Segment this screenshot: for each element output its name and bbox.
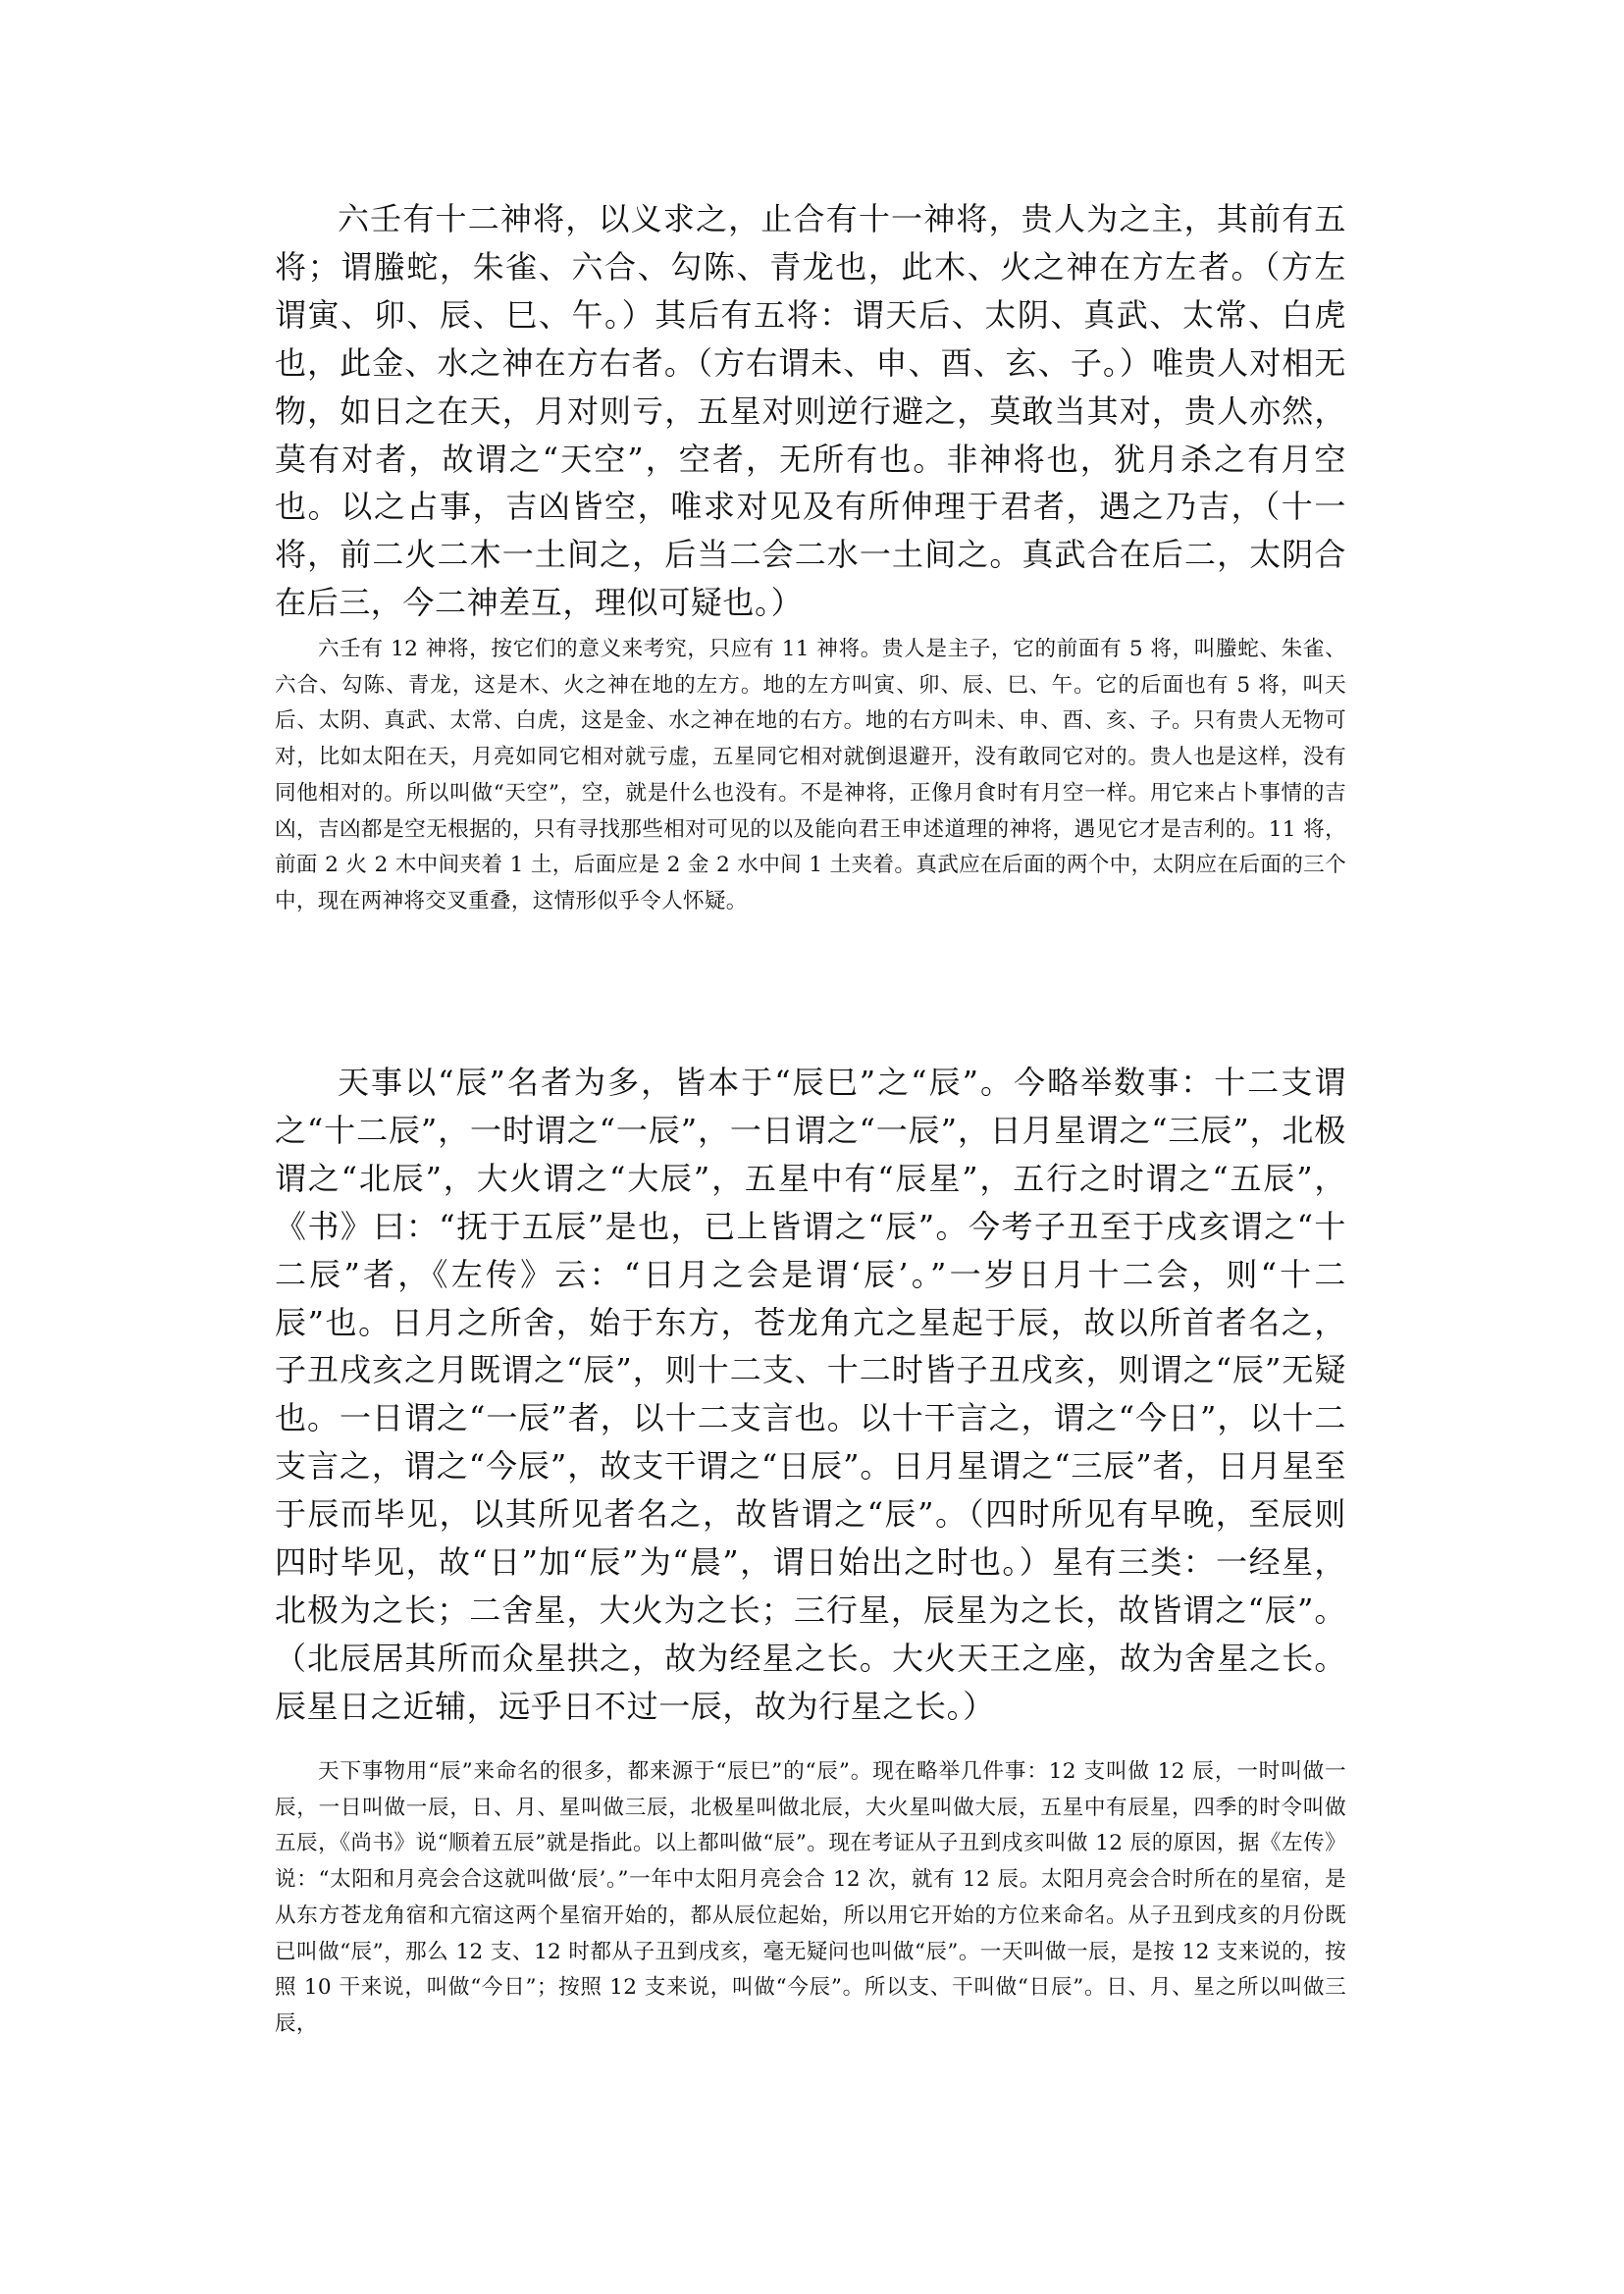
translation-paragraph-1: 六壬有 12 神将，按它们的意义来考究，只应有 11 神将。贵人是主子，它的前面有 5 将，叫螣蛇、朱雀、六合、勾陈、青龙，这是木、火之神在地的左方。地的左方叫寅、卯、辰、巳、午。它的后面也有 5 将，叫天后、太阴、真武、太常、白虎，这是金、水之神在地的右方。地的右方叫未、申、酉、亥、子。只有贵人无物可对，比如太阳在天，月亮如同它相对就亏虚，五星同它相对就倒退避开，没有敢同它对的。贵人也是这样，没有同他相对的。所以叫做“天空”，空，就是什么也没有。不是神将，正像月食时有月空一样。用它来占卜事情的吉凶，吉凶都是空无根据的，只有寻找那些相对可见的以及能向君王申述道理的神将，遇见它才是吉利的。11 将，前面 2 火 2 木中间夹着 1 土，后面应是 2 金 2 水中间 1 土夹着。真武应在后面的两个中，太阴应在后面的三个中，现在两神将交叉重叠，这情形似乎令人怀疑。	[275, 637, 1346, 913]
classical-text-paragraph-1: 六壬有十二神将，以义求之，止合有十一神将，贵人为之主，其前有五将；谓螣蛇，朱雀、六合、勾陈、青龙也，此木、火之神在方左者。（方左谓寅、卯、辰、巳、午。）其后有五将：谓天后、太阴、真武、太常、白虎也，此金、水之神在方右者。（方右谓未、申、酉、玄、子。）唯贵人对相无物，如日之在天，月对则亏，五星对则逆行避之，莫敢当其对，贵人亦然，莫有对者，故谓之“天空”，空者，无所有也。非神将也，犹月杀之有月空也。以之占事，吉凶皆空，唯求对见及有所伸理于君者，遇之乃吉，（十一将，前二火二木一土间之，后当二会二水一土间之。真武合在后二，太阴合在后三，今二神差互，理似可疑也。）	[275, 200, 1346, 622]
classical-text-paragraph-2: 天事以“辰”名者为多，皆本于“辰巳”之“辰”。今略举数事：十二支谓之“十二辰”，一时谓之“一辰”，一日谓之“一辰”，日月星谓之“三辰”，北极谓之“北辰”，大火谓之“大辰”，五星中有“辰星”，五行之时谓之“五辰”，《书》曰：“抚于五辰”是也，已上皆谓之“辰”。今考子丑至于戌亥谓之“十二辰”者，《左传》云：“日月之会是谓‘辰’。”一岁日月十二会，则“十二辰”也。日月之所舍，始于东方，苍龙角亢之星起于辰，故以所首者名之，子丑戌亥之月既谓之“辰”，则十二支、十二时皆子丑戌亥，则谓之“辰”无疑也。一日谓之“一辰”者，以十二支言也。以十干言之，谓之“今日”，以十二支言之，谓之“今辰”，故支干谓之“日辰”。日月星谓之“三辰”者，日月星至于辰而毕见，以其所见者名之，故皆谓之“辰”。（四时所见有早晚，至辰则四时毕见，故“日”加“辰”为“晨”，谓日始出之时也。）星有三类：一经星，北极为之长；二舍星，大火为之长；三行星，辰星为之长，故皆谓之“辰”。（北辰居其所而众星拱之，故为经星之长。大火天王之座，故为舍星之长。辰星日之近辅，远乎日不过一辰，故为行星之长。）	[275, 1064, 1346, 1725]
translation-paragraph-2: 天下事物用“辰”来命名的很多，都来源于“辰巳”的“辰”。现在略举几件事：12 支叫做 12 辰，一时叫做一辰，一日叫做一辰，日、月、星叫做三辰，北极星叫做北辰，大火星叫做大辰，五星中有辰星，四季的时令叫做五辰，《尚书》说“顺着五辰”就是指此。以上都叫做“辰”。现在考证从子丑到戌亥叫做 12 辰的原因，据《左传》说：“太阳和月亮会合这就叫做‘辰’。”一年中太阳月亮会合 12 次，就有 12 辰。太阳月亮会合时所在的星宿，是从东方苍龙角宿和亢宿这两个星宿开始的，都从辰位起始，所以用它开始的方位来命名。从子丑到戌亥的月份既已叫做“辰”，那么 12 支、12 时都从子丑到戌亥，毫无疑问也叫做“辰”。一天叫做一辰，是按 12 支来说的，按照 10 干来说，叫做“今日”；按照 12 支来说，叫做“今辰”。所以支、干叫做“日辰”。日、月、星之所以叫做三辰，	[275, 1759, 1346, 2036]
